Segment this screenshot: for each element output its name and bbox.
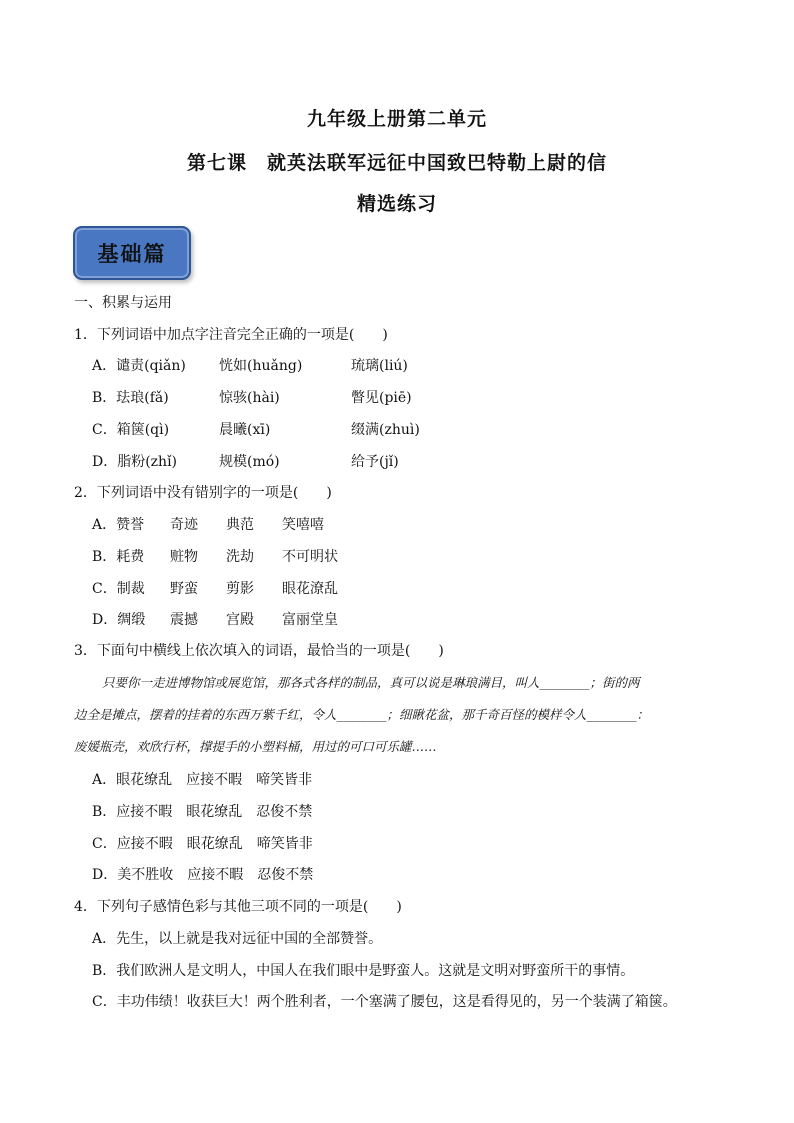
q1-option-b-2: 惊骇(hài): [219, 390, 280, 406]
q1-option-a-2: 恍如(huǎng): [219, 358, 303, 374]
q2-option-b-2: 赃物: [170, 549, 198, 565]
q4-option-c: C．丰功伟绩！收获巨大！两个胜利者，一个塞满了腰包，这是看得见的，另一个装满了箱箧。: [92, 994, 677, 1010]
q2-option-d-2: 震撼: [170, 612, 198, 628]
lesson-title: 第七课 就英法联军远征中国致巴特勒上尉的信: [186, 152, 607, 174]
q2-option-b-3: 洗劫: [226, 549, 254, 565]
q3-option-d: D．美不胜收 应接不暇 忍俊不禁: [92, 867, 314, 883]
q1-option-a-1: A．谴责(qiǎn): [92, 358, 186, 374]
q2-option-d-4: 富丽堂皇: [282, 612, 338, 628]
q3-passage: [74, 667, 724, 763]
q1-option-b-3: 瞥见(piē): [351, 390, 412, 406]
q2-option-c-2: 野蛮: [170, 581, 198, 597]
q3-option-c: C．应接不暇 眼花缭乱 啼笑皆非: [92, 836, 313, 852]
q2-option-a-2: 奇迹: [170, 517, 198, 533]
q2-option-b-4: 不可明状: [282, 549, 338, 565]
q2-option-b-1: B．耗费: [92, 549, 145, 565]
q4-option-a: A．先生，以上就是我对远征中国的全部赞誉。: [92, 931, 383, 947]
q1-option-a-3: 琉璃(liú): [351, 358, 408, 374]
section-heading: 一、积累与运用: [74, 295, 172, 311]
grade-unit-title: 九年级上册第二单元: [306, 108, 487, 130]
q3-passage-line-2: 边全是摊点，摆着的挂着的东西万紫千红，令人________；细瞅花盆，那千奇百怪的模样令人________：: [74, 707, 650, 722]
q3-stem: 3．下面句中横线上依次填入的词语，最恰当的一项是( ): [74, 643, 444, 659]
q3-passage-line-1: 只要你一走进博物馆或展览馆，那各式各样的制品，真可以说是琳琅满目，叫人________；街的两: [102, 675, 640, 690]
basic-section-badge: [73, 226, 191, 280]
q1-option-d-1: D．脂粉(zhǐ): [92, 454, 178, 470]
q4-stem: 4．下列句子感情色彩与其他三项不同的一项是( ): [74, 899, 402, 915]
q1-stem: 1．下列词语中加点字注音完全正确的一项是( ): [74, 327, 388, 343]
q1-option-d-2: 规模(mó): [219, 454, 280, 470]
q2-option-a-3: 典范: [226, 517, 254, 533]
q2-stem: 2．下列词语中没有错别字的一项是( ): [74, 485, 332, 501]
q2-option-c-1: C．制裁: [92, 581, 145, 597]
q3-option-a: A．眼花缭乱 应接不暇 啼笑皆非: [92, 772, 313, 788]
q2-option-a-4: 笑嘻嘻: [282, 517, 324, 533]
q2-option-d-1: D．绸缎: [92, 612, 146, 628]
q1-option-c-3: 缀满(zhuì): [351, 422, 420, 438]
q1-option-c-2: 晨曦(xī): [219, 422, 271, 438]
q2-option-a-1: A．赞誉: [92, 517, 145, 533]
q1-option-c-1: C．箱箧(qì): [92, 422, 170, 438]
q1-option-b-1: B．珐琅(fǎ): [92, 390, 169, 406]
exercise-title: 精选练习: [356, 193, 437, 215]
q3-option-b: B．应接不暇 眼花缭乱 忍俊不禁: [92, 804, 313, 820]
q3-passage-line-3: 废媛瓶壳，欢欣行杯，撑提手的小塑料桶，用过的可口可乐罐……: [74, 739, 437, 754]
q2-option-c-4: 眼花潦乱: [282, 581, 338, 597]
q2-option-c-3: 剪影: [226, 581, 254, 597]
q2-option-d-3: 宫殿: [226, 612, 254, 628]
q4-option-b: B．我们欧洲人是文明人，中国人在我们眼中是野蛮人。这就是文明对野蛮所干的事情。: [92, 963, 635, 979]
q1-option-d-3: 给予(jǐ): [351, 454, 399, 470]
badge-label: 基础篇: [97, 241, 167, 266]
